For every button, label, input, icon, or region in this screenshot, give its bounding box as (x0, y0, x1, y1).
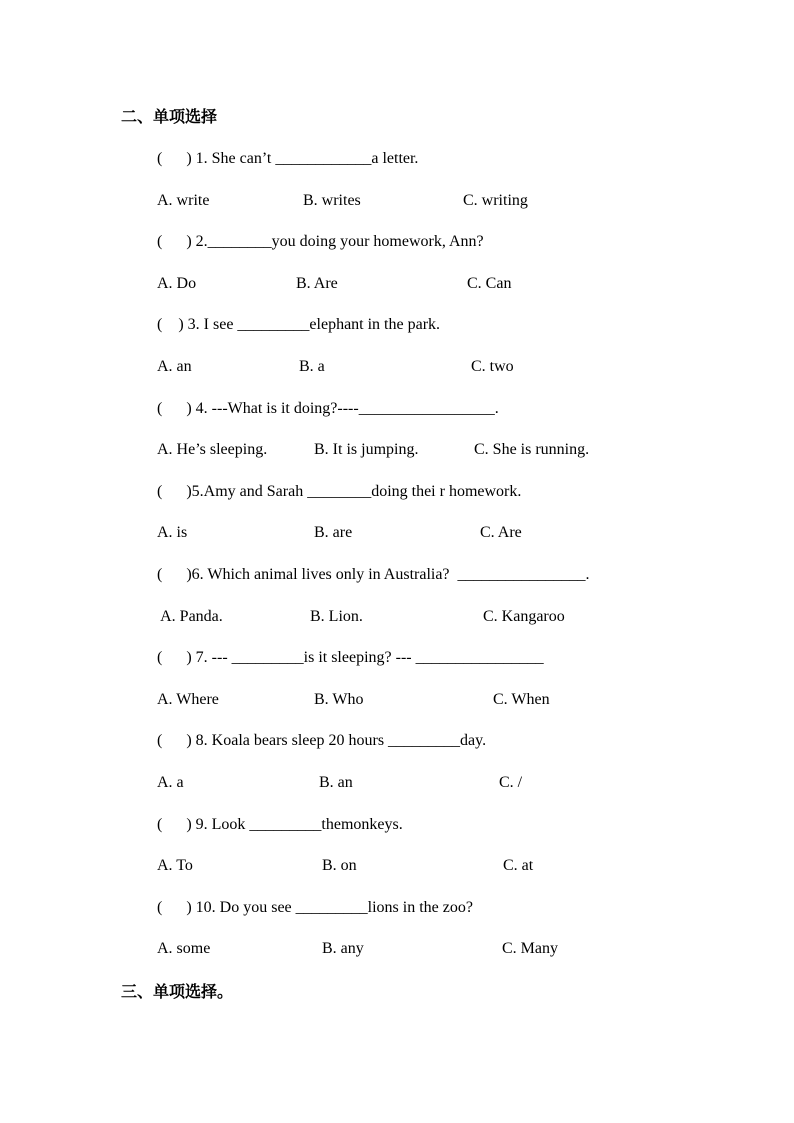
q5-option-b: B. are (314, 524, 353, 541)
q7-option-a: A. Where (157, 691, 219, 708)
q10-option-b: B. any (322, 940, 364, 957)
q6-option-c: C. Kangaroo (483, 608, 565, 625)
q1-option-c: C. writing (463, 192, 528, 209)
q7-option-b: B. Who (314, 691, 364, 708)
question-5: ( )5.Amy and Sarah ________doing thei r homework. (157, 483, 522, 500)
q8-option-a: A. a (157, 774, 184, 791)
q2-option-a: A. Do (157, 275, 197, 292)
q4-option-c: C. She is running. (474, 441, 590, 458)
q9-option-a: A. To (157, 857, 193, 874)
q3-option-b: B. a (299, 358, 325, 375)
section2-heading: 二、单项选择 (121, 107, 218, 126)
q4-option-b: B. It is jumping. (314, 441, 419, 458)
q7-option-c: C. When (493, 691, 550, 708)
q1-option-b: B. writes (303, 192, 361, 209)
section3-heading: 三、单项选择。 (121, 982, 234, 1001)
q9-option-c: C. at (503, 857, 534, 874)
question-8: ( ) 8. Koala bears sleep 20 hours _________day. (157, 732, 487, 749)
question-7: ( ) 7. --- _________is it sleeping? --- ________________ (157, 649, 544, 666)
q5-option-a: A. is (157, 524, 188, 541)
q9-option-b: B. on (322, 857, 357, 874)
question-6: ( )6. Which animal lives only in Australia? ________________. (157, 566, 590, 583)
question-2: ( ) 2.________you doing your homework, Ann? (157, 233, 484, 250)
q6-option-a: A. Panda. (157, 608, 223, 625)
question-3: ( ) 3. I see _________elephant in the park. (157, 316, 441, 333)
question-9: ( ) 9. Look _________themonkeys. (157, 816, 403, 833)
question-4: ( ) 4. ---What is it doing?----_________________. (157, 400, 499, 417)
q10-option-c: C. Many (502, 940, 558, 957)
q8-option-c: C. / (499, 774, 523, 791)
q3-option-c: C. two (471, 358, 514, 375)
q2-option-c: C. Can (467, 275, 512, 292)
q1-option-a: A. write (157, 192, 210, 209)
q5-option-c: C. Are (480, 524, 522, 541)
q8-option-b: B. an (319, 774, 353, 791)
question-1: ( ) 1. She can’t ____________a letter. (157, 150, 419, 167)
q3-option-a: A. an (157, 358, 192, 375)
q2-option-b: B. Are (296, 275, 338, 292)
question-10: ( ) 10. Do you see _________lions in the zoo? (157, 899, 473, 916)
q4-option-a: A. He’s sleeping. (157, 441, 268, 458)
q10-option-a: A. some (157, 940, 211, 957)
q6-option-b: B. Lion. (310, 608, 363, 625)
